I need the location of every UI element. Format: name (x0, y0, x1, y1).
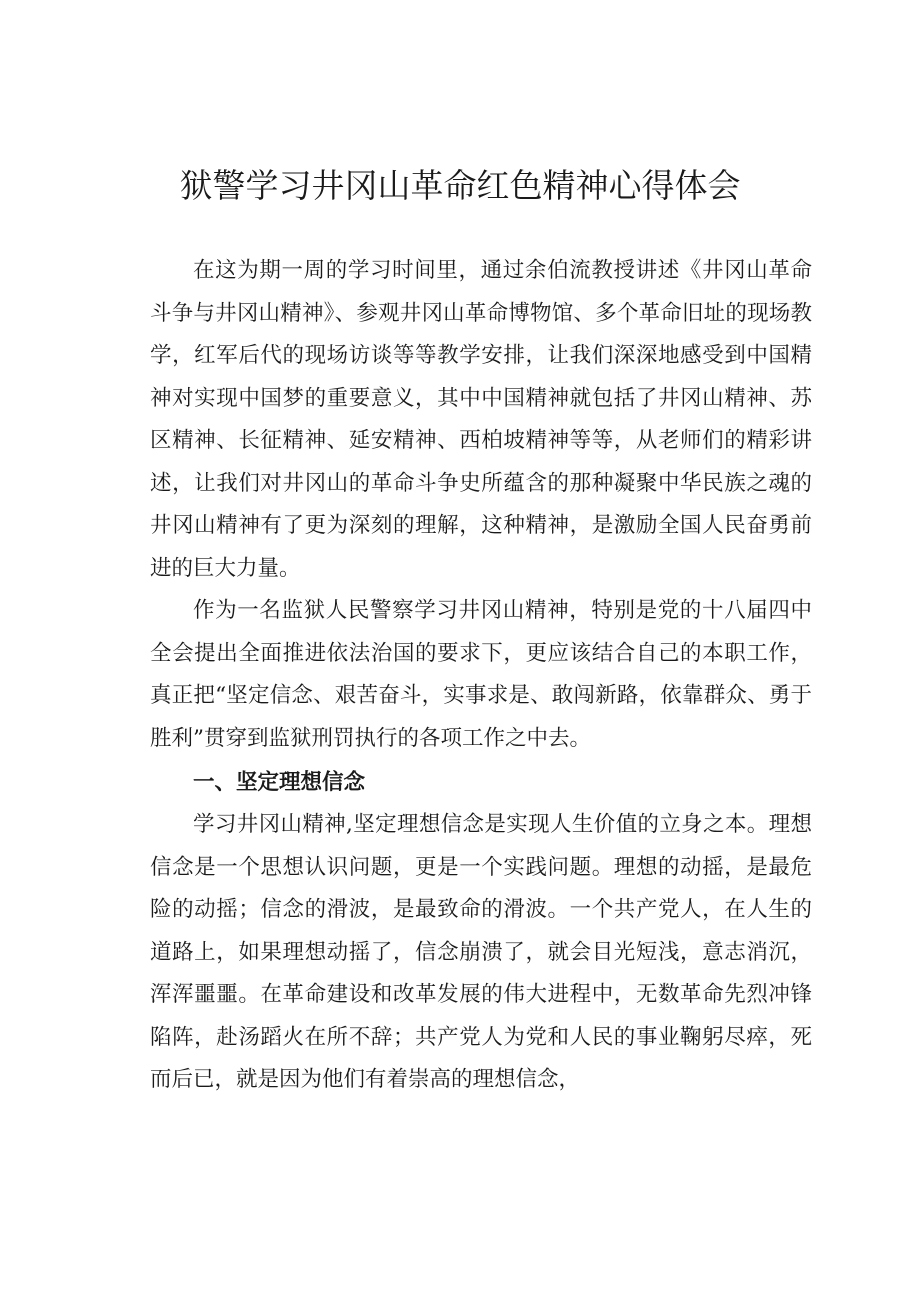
intro-section (150, 250, 812, 760)
section-body (150, 804, 812, 1102)
document-title: 狱警学习井冈山革命红色精神心得体会 (179, 166, 741, 205)
body-paragraph: 在这为期一周的学习时间里，通过余伯流教授讲述《井冈山革命斗争与井冈山精神》、参观井冈山革命博物馆、多个革命旧址的现场教学，红军后代的现场访谈等等教学安排，让我们深深地感受到中国精神对实现中国梦的重要意义，其中中国精神就包括了井冈山精神、苏区精神、长征精神、延安精神、西柏坡精神等等，从老师们的精彩讲述，让我们对井冈山的革命斗争史所蕴含的那种凝聚中华民族之魂的井冈山精神有了更为深刻的理解，这种精神，是激励全国人民奋勇前进的巨大力量。 (150, 258, 812, 581)
body-paragraph: 作为一名监狱人民警察学习井冈山精神，特别是党的十八届四中全会提出全面推进依法治国的要求下，更应该结合自己的本职工作，真正把“坚定信念、艰苦奋斗，实事求是、敢闯新路，依靠群众、勇于胜利”贯穿到监狱刑罚执行的各项工作之中去。 (150, 598, 812, 751)
body-paragraph: 学习井冈山精神,坚定理想信念是实现人生价值的立身之本。理想信念是一个思想认识问题，更是一个实践问题。理想的动摇，是最危险的动摇；信念的滑波，是最致命的滑波。一个共产党人，在人生的道路上，如果理想动摇了，信念崩溃了，就会目光短浅，意志消沉，浑浑噩噩。在革命建设和改革发展的伟大进程中，无数革命先烈冲锋陷阵，赴汤蹈火在所不辞；共产党人为党和人民的事业鞠躬尽瘁，死而后已，就是因为他们有着崇高的理想信念， (150, 812, 812, 1092)
section-heading: 一、坚定理想信念 (193, 770, 366, 795)
